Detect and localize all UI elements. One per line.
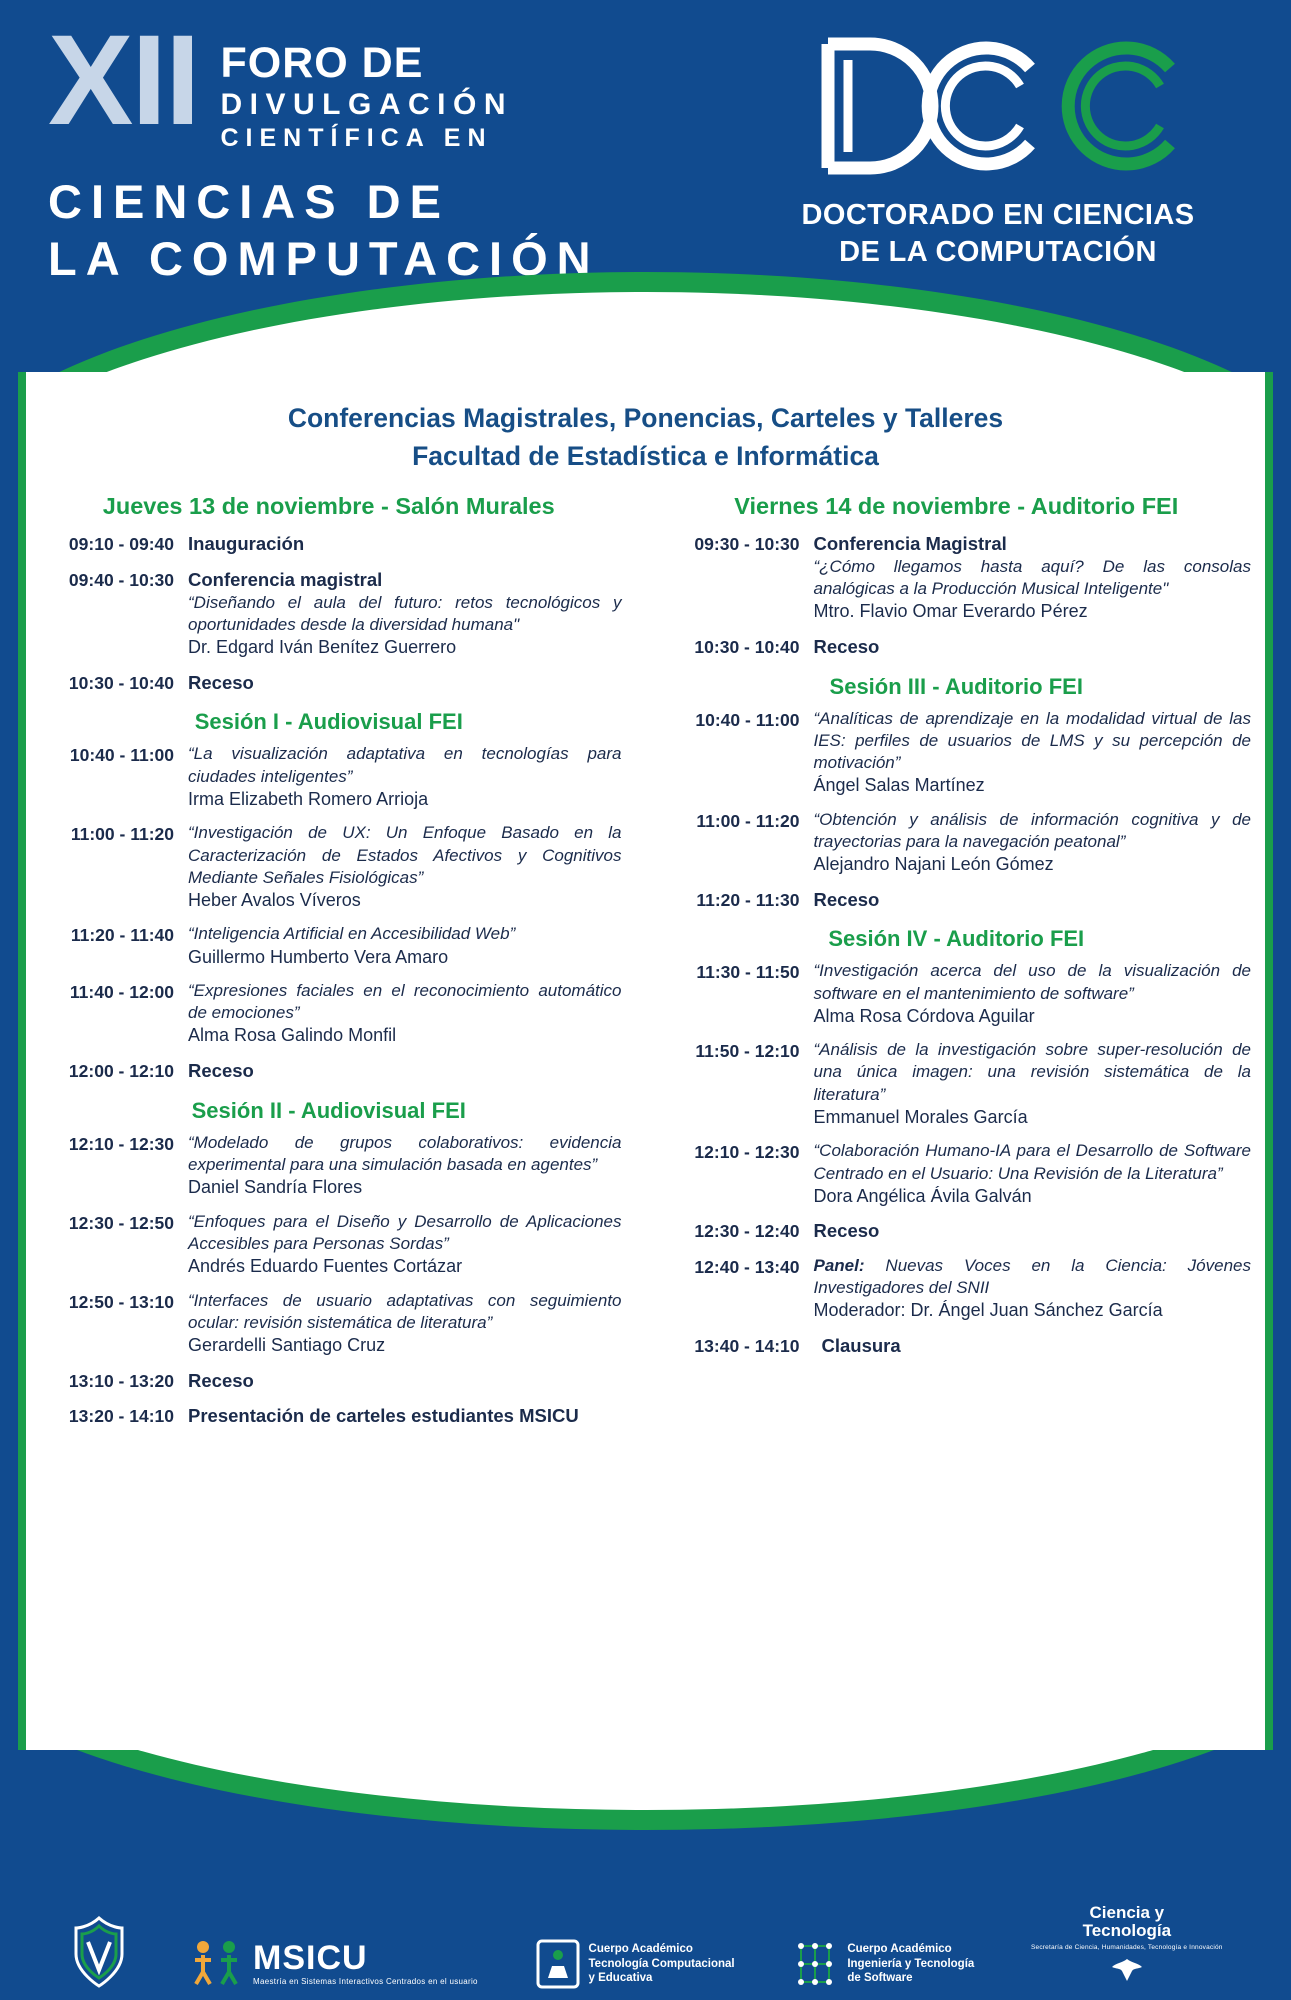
row-time: 11:40 - 12:00 [69,982,174,1003]
schedule-row [36,923,622,969]
row-speaker: Daniel Sandría Flores [188,1177,363,1198]
network-nodes-icon [791,1938,839,1990]
row-talk-title: “Investigación acerca del uso de la visualización de software en el mantenimiento de software” [813,961,1251,1003]
row-talk-title: “Colaboración Humano-IA para el Desarrollo de Software Centrado en el Usuario: Una Revisión de la Literatura” [813,1141,1251,1183]
msicu-logo [187,1936,478,1990]
row-title: Receso [188,1369,254,1391]
ca-tecnologia-computacional-logo [535,1938,735,1990]
subtitle-line-2: Facultad de Estadística e Informática [412,440,879,471]
row-title: Conferencia Magistral [813,533,1007,555]
panel-label: Panel: [813,1255,865,1275]
cientifica-label: CIENTÍFICA EN [220,124,493,153]
dcc-subtitle-line-2: DE LA COMPUTACIÓN [839,236,1157,269]
ct-line-1: Ciencia y [1089,1902,1165,1922]
schedule-row [36,822,622,912]
row-time: 11:20 - 11:40 [70,925,174,946]
row-title: Inauguración [188,533,305,555]
divulgacion-label: DIVULGACIÓN [220,87,513,121]
program-subtitle [26,400,1265,475]
schedule-row [36,532,622,557]
msicu-wordmark: MSICU [253,1938,368,1977]
row-speaker: Emmanuel Morales García [813,1106,1028,1127]
row-time: 12:30 - 12:50 [68,1212,174,1233]
row-title: Receso [813,888,880,910]
foro-label: FORO DE [220,39,424,87]
dcc-monogram-icon [798,26,1198,186]
schedule-row [662,708,1252,798]
row-time: 12:00 - 12:10 [68,1061,174,1082]
msicu-people-icon [187,1936,245,1990]
row-time: 09:30 - 10:30 [694,534,800,555]
day-1-column [36,493,644,1440]
row-title: Receso [813,1220,880,1242]
row-speaker: Alejandro Najani León Gómez [813,854,1054,875]
msicu-tagline: Maestría en Sistemas Interactivos Centrados en el usuario [253,1976,478,1986]
schedule-row [36,743,622,811]
schedule-row [662,1140,1252,1208]
row-time: 09:40 - 10:30 [68,569,174,590]
row-time: 13:40 - 14:10 [694,1335,800,1356]
ct-line-3: Secretaría de Ciencia, Humanidades, Tecnología e Innovación [1031,1944,1223,1951]
schedule-row [36,671,622,696]
row-talk-title: “Análisis de la investigación sobre super-resolución de una única imagen: una revisión sistemática de la literatura” [813,1040,1251,1104]
row-time: 12:30 - 12:40 [694,1221,800,1242]
row-talk-title: “Interfaces de usuario adaptativas con seguimiento ocular: revisión sistemática de literatura” [188,1290,622,1332]
row-title: Clausura [821,1334,901,1356]
row-speaker: Mtro. Flavio Omar Everardo Pérez [813,601,1088,622]
schedule-row [662,635,1252,660]
schedule-row [662,1219,1252,1244]
row-time: 11:00 - 11:20 [696,810,800,831]
panel-row [662,1255,1252,1323]
schedule-row [36,1290,622,1358]
schedule-row [662,809,1252,877]
row-time: 11:30 - 11:50 [696,962,800,983]
day-1-title: Jueves 13 de noviembre - Salón Murales [102,493,555,520]
uv-shield-icon [68,1914,130,1990]
row-talk-title: “Modelado de grupos colaborativos: evidencia experimental para una simulación basada en agentes” [188,1132,622,1174]
dcc-logo [763,26,1233,271]
row-time: 12:10 - 12:30 [68,1133,174,1154]
schedule-row [36,1369,622,1394]
program-content [26,400,1265,1440]
edition-number: XII [48,9,199,152]
row-title: Conferencia magistral [188,568,383,590]
ciencias-line-2: LA COMPUTACIÓN [48,231,600,285]
ciencia-tecnologia-logo [1031,1904,1223,1990]
row-time: 11:20 - 11:30 [696,889,800,910]
row-title: Presentación de carteles estudiantes MSICU [188,1405,579,1427]
row-time: 10:40 - 11:00 [69,745,174,766]
subtitle-line-1: Conferencias Magistrales, Ponencias, Carteles y Talleres [287,403,1004,433]
event-title-block [48,9,748,287]
row-speaker: Dora Angélica Ávila Galván [813,1185,1032,1206]
row-speaker: Irma Elizabeth Romero Arrioja [188,788,429,809]
row-speaker: Heber Avalos Víveros [188,889,361,910]
schedule-row [36,568,622,660]
row-speaker: Dr. Edgard Iván Benítez Guerrero [188,637,457,658]
ca2-line-3: de Software [847,1972,913,1985]
poster-header [0,0,1291,372]
program-columns [26,493,1265,1440]
row-time: 10:30 - 10:40 [68,672,174,693]
sponsor-logos [0,1904,1291,1990]
schedule-row [662,888,1252,913]
schedule-row [36,1211,622,1279]
row-time: 13:10 - 13:20 [68,1370,174,1391]
laptop-person-icon [535,1938,581,1990]
schedule-row [662,1039,1252,1129]
row-title: Receso [188,1060,254,1082]
dcc-subtitle-line-1: DOCTORADO EN CIENCIAS [801,199,1195,231]
row-time: 13:20 - 14:10 [68,1406,174,1427]
session-1-title: Sesión I - Audiovisual FEI [194,709,463,735]
row-speaker: Alma Rosa Córdova Aguilar [813,1005,1035,1026]
mexico-eagle-icon [1098,1955,1156,1985]
session-2-title: Sesión II - Audiovisual FEI [191,1097,466,1123]
panel-moderator: Moderador: Dr. Ángel Juan Sánchez García [813,1300,1163,1321]
ca1-line-2: Tecnología Computacional [588,1957,735,1970]
row-talk-title: “¿Cómo llegamos hasta aquí? De las consolas analógicas a la Producción Musical Inteligente" [813,557,1251,599]
row-talk-title: “La visualización adaptativa en tecnologías para ciudades inteligentes” [188,744,622,786]
ca1-line-1: Cuerpo Académico [588,1943,693,1956]
row-time: 12:10 - 12:30 [694,1142,800,1163]
row-speaker: Alma Rosa Galindo Monfil [188,1025,397,1046]
ciencias-line-1: CIENCIAS DE [48,174,450,228]
row-time: 09:10 - 09:40 [68,534,174,555]
schedule-row [662,532,1252,624]
row-speaker: Ángel Salas Martínez [813,775,985,796]
row-time: 11:00 - 11:20 [70,824,174,845]
row-time: 10:40 - 11:00 [695,709,800,730]
schedule-row [662,960,1252,1028]
uv-logo [68,1914,130,1990]
day-2-column [644,493,1252,1440]
schedule-row [36,1059,622,1084]
row-time: 12:40 - 13:40 [694,1256,800,1277]
row-speaker: Andrés Eduardo Fuentes Cortázar [188,1255,463,1276]
schedule-row [662,1334,1252,1359]
ca2-line-2: Ingeniería y Tecnología [847,1957,975,1970]
schedule-row [36,1404,622,1429]
ct-line-2: Tecnología [1082,1921,1172,1941]
row-talk-title: “Enfoques para el Diseño y Desarrollo de Aplicaciones Accesibles para Personas Sordas” [188,1211,622,1253]
row-speaker: Gerardelli Santiago Cruz [188,1334,386,1355]
row-talk-title: “Expresiones faciales en el reconocimiento automático de emociones” [188,981,622,1023]
row-title: Receso [813,636,880,658]
row-title: Receso [188,671,254,693]
row-talk-title: “Analíticas de aprendizaje en la modalidad virtual de las IES: perfiles de usuarios de LMS y su percepción de motivación” [813,708,1251,773]
row-talk-title: “Obtención y análisis de información cognitiva y de trayectorias para la navegación peatonal” [813,809,1251,851]
row-talk-title: “Inteligencia Artificial en Accesibilidad Web” [188,924,516,944]
row-talk-title: “Investigación de UX: Un Enfoque Basado en la Caracterización de Estados Afectivos y Cognitivos Mediante Señales Fisiológicas” [188,823,622,887]
session-4-title: Sesión IV - Auditorio FEI [828,926,1085,952]
row-time: 11:50 - 12:10 [695,1041,800,1062]
row-time: 10:30 - 10:40 [694,637,800,658]
schedule-row [36,980,622,1048]
row-speaker: Guillermo Humberto Vera Amaro [188,946,449,967]
ca2-line-1: Cuerpo Académico [847,1943,952,1956]
ca1-line-3: y Educativa [588,1972,653,1985]
poster-footer [0,1750,1291,2000]
day-2-title: Viernes 14 de noviembre - Auditorio FEI [734,493,1179,520]
row-talk-title: “Diseñando el aula del futuro: retos tecnológicos y oportunidades desde la diversidad humana" [188,592,622,635]
session-3-title: Sesión III - Auditorio FEI [829,673,1083,699]
ca-ingenieria-software-logo [791,1938,974,1990]
row-time: 12:50 - 13:10 [68,1291,174,1312]
panel-title: Nuevas Voces en la Ciencia: Jóvenes Investigadores del SNII [813,1255,1251,1298]
schedule-row [36,1132,622,1200]
